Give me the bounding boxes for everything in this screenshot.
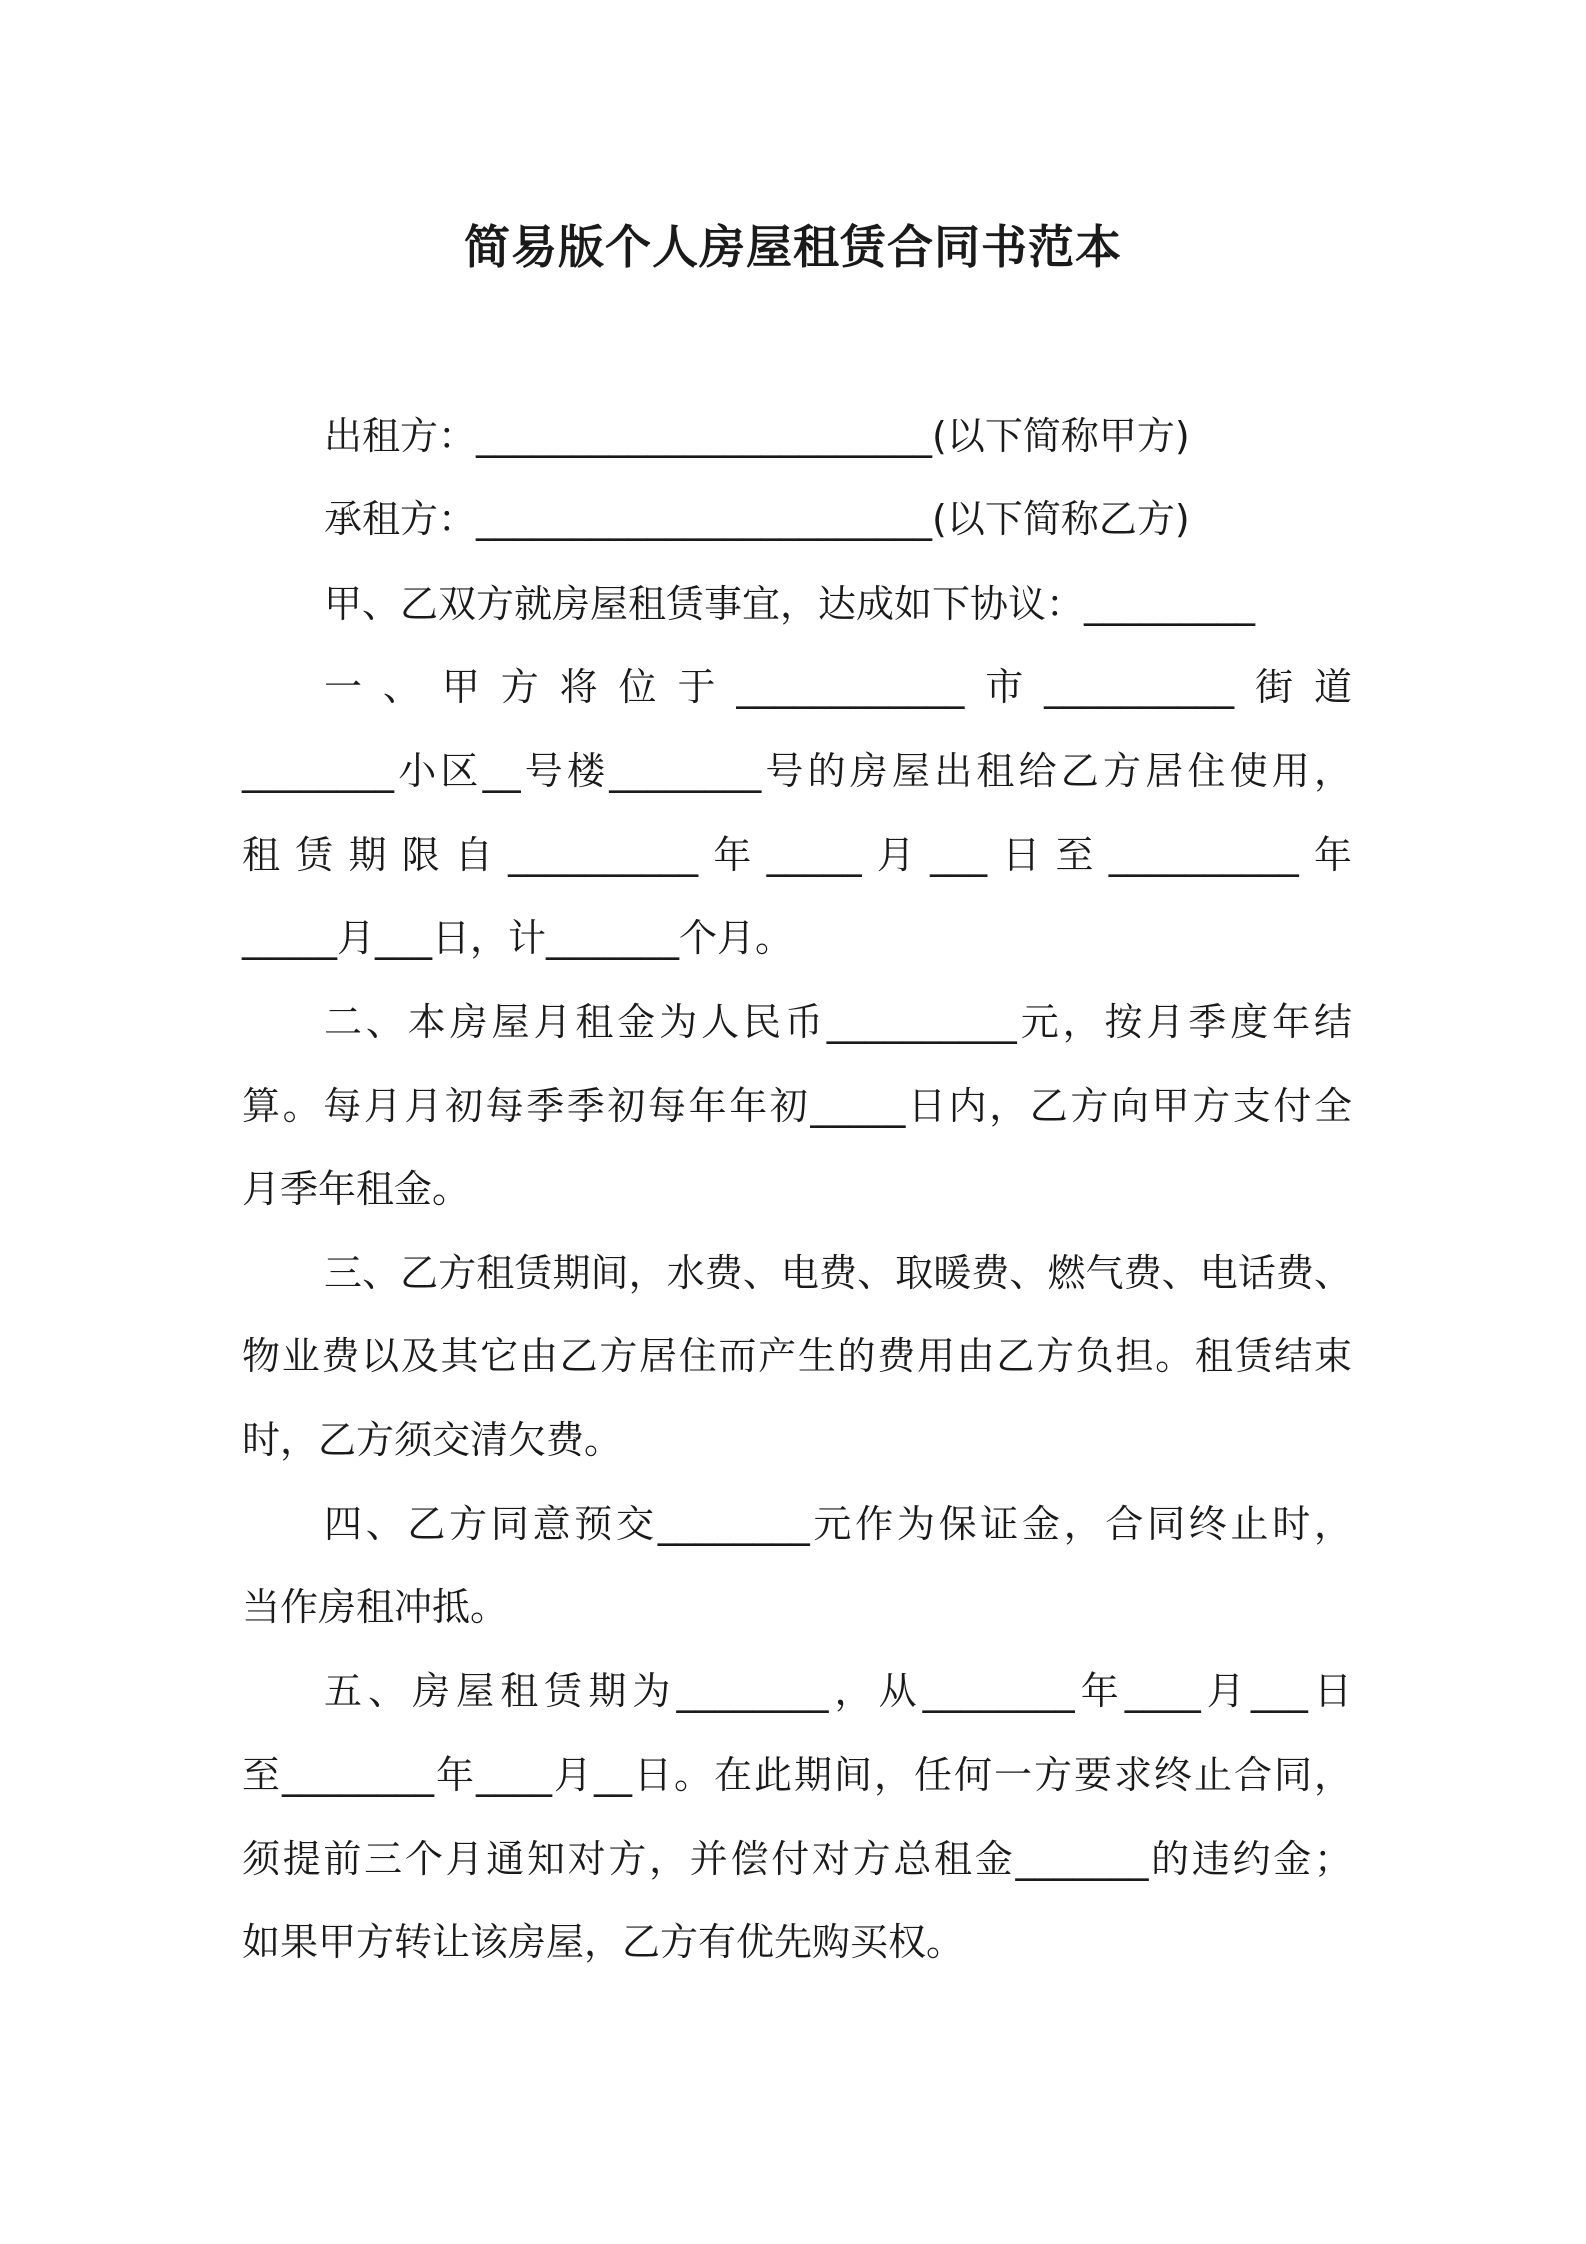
clause-3-line-3: 时，乙方须交清欠费。 [242, 1418, 623, 1462]
clause-3-line-2: 物业费以及其它由乙方居住而产生的费用由乙方负担。租赁结束 [242, 1334, 1352, 1378]
clause-3-line-1: 三、乙方租赁期间，水费、电费、取暖费、燃气费、电话费、 [324, 1251, 1352, 1295]
clause-4-line-2: 当作房租冲抵。 [242, 1585, 509, 1629]
document-title: 简易版个人房屋租赁合同书范本 [464, 220, 1122, 274]
clause-2-line-1: 二、本房屋月租金为人民币__________元，按月季度年结 [324, 1000, 1352, 1044]
clause-5-line-2: 至________年____月__日。在此期间，任何一方要求终止合同， [242, 1753, 1352, 1797]
clause-5-line-4: 如果甲方转让该房屋，乙方有优先购买权。 [242, 1920, 965, 1964]
lessee-line: 承租方：________________________(以下简称乙方) [324, 497, 1190, 541]
clause-1-line-4: _____月___日，计_______个月。 [242, 916, 794, 960]
agreement-intro: 甲、乙双方就房屋租赁事宜，达成如下协议：_________ [324, 582, 1256, 626]
clause-5-line-3: 须提前三个月通知对方，并偿付对方总租金_______的违约金； [242, 1837, 1352, 1881]
clause-1-line-3: 租赁期限自__________年_____月___日至__________年 [242, 833, 1352, 877]
clause-5-line-1: 五、房屋租赁期为________，从________年____月___日 [324, 1669, 1352, 1713]
lessor-line: 出租方：________________________(以下简称甲方) [324, 414, 1190, 458]
clause-1-line-1: 一、甲方将位于____________市__________街道 [324, 665, 1352, 709]
clause-4-line-1: 四、乙方同意预交________元作为保证金，合同终止时， [324, 1502, 1352, 1546]
clause-2-line-2: 算。每月月初每季季初每年年初_____日内，乙方向甲方支付全 [242, 1084, 1352, 1128]
clause-2-line-3: 月季年租金。 [242, 1167, 471, 1211]
clause-1-line-2: ________小区__号楼________号的房屋出租给乙方居住使用， [242, 749, 1352, 793]
